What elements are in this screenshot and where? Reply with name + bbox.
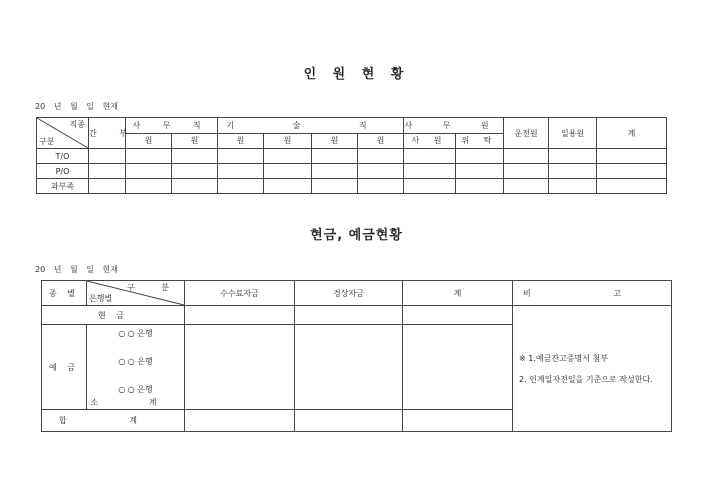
header-clerk: 사 무 원 [404, 118, 504, 134]
row-grand-total: 합 계 [42, 410, 185, 432]
staff-title: 인 원 현 황 [303, 67, 410, 82]
row-label-to: T/O [37, 149, 89, 164]
sub-technical-3: 원 [312, 133, 358, 149]
staff-table [36, 117, 667, 194]
header-executive: 간 부 [89, 118, 126, 149]
header-type: 종 별 [42, 281, 87, 306]
sub-technical-2: 원 [264, 133, 312, 149]
cash-corner-bottom: 은행별 [89, 294, 113, 303]
row-label-diff: 과부족 [37, 179, 89, 194]
row-deposit: 예 금 [42, 325, 87, 410]
cash-title: 현금, 예금현황 [310, 228, 403, 243]
header-driver: 운전원 [504, 118, 549, 149]
note-cell [513, 306, 672, 432]
bank-item-1: ○ ○ 은행 [118, 329, 153, 338]
table-row [37, 149, 667, 164]
header-note: 비 고 [513, 281, 672, 306]
sub-office-2: 원 [172, 133, 218, 149]
header-fee: 수수료자금 [185, 281, 295, 306]
cash-table [41, 280, 672, 432]
sub-office-1: 원 [126, 133, 172, 149]
sub-clerk-staff: 사 원 [404, 133, 456, 149]
table-row [37, 164, 667, 179]
staff-date: 20 년 월 일 현재 [35, 102, 118, 111]
note-line-1: ※ 1.예금잔고증명서 첨부 [519, 353, 608, 363]
row-label-po: P/O [37, 164, 89, 179]
bank-item-3: ○ ○ 은행 [118, 385, 153, 394]
sub-technical-1: 원 [218, 133, 264, 149]
cash-corner-top: 구 분 [127, 283, 181, 292]
sub-clerk-contract: 위 탁 [456, 133, 504, 149]
header-employee: 일용원 [549, 118, 597, 149]
corner-bottom-label: 구분 [39, 137, 55, 146]
sub-technical-4: 원 [358, 133, 404, 149]
cash-date: 20 년 월 일 현재 [35, 265, 118, 274]
note-line-2: 2. 인계일자전일을 기준으로 작성한다. [519, 374, 653, 384]
cash-corner-cell [87, 281, 185, 306]
row-cash: 현 금 [42, 306, 185, 325]
corner-top-label: 직종 [69, 120, 85, 129]
header-fund: 경상자금 [295, 281, 403, 306]
header-cash-total: 계 [403, 281, 513, 306]
table-row [42, 306, 672, 325]
header-technical: 기 술 직 [218, 118, 404, 134]
subtotal-label: 소 계 [90, 398, 181, 407]
header-total: 계 [597, 118, 667, 149]
staff-corner-cell [37, 118, 89, 149]
table-row [37, 179, 667, 194]
bank-item-2: ○ ○ 은행 [118, 357, 153, 366]
header-office: 사 무 직 [126, 118, 218, 134]
bank-list [87, 325, 185, 410]
